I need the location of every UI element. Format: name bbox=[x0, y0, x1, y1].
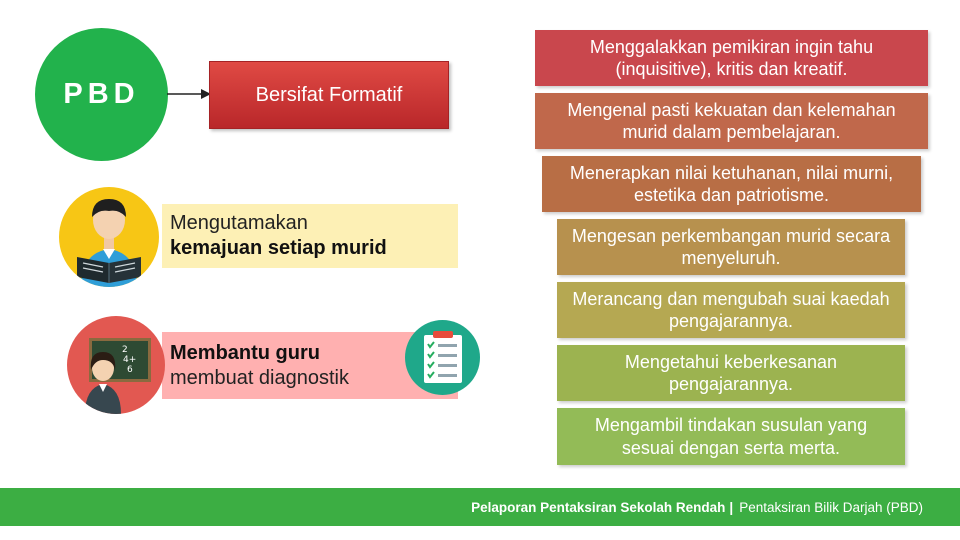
feature-1-line2: kemajuan setiap murid bbox=[170, 237, 387, 259]
stack-item-text: Merancang dan mengubah suai kaedah pengajarannya. bbox=[572, 288, 890, 331]
pbd-circle bbox=[35, 28, 168, 161]
stack-item bbox=[535, 93, 928, 149]
stack-item-text: Mengambil tindakan susulan yang sesuai dengan serta merta. bbox=[594, 415, 868, 458]
arrow-right-icon bbox=[167, 86, 211, 102]
teacher-blackboard-icon bbox=[67, 316, 165, 414]
feature-band-1 bbox=[162, 204, 458, 268]
footer-subtitle: Pentaksiran Bilik Darjah (PBD) bbox=[739, 499, 923, 515]
feature-1-line1: Mengutamakan bbox=[170, 212, 308, 234]
footer-separator: | bbox=[729, 499, 734, 515]
feature-2-line2: membuat diagnostik bbox=[170, 366, 349, 389]
blackboard-text-3: 6 bbox=[127, 365, 133, 375]
stack-item-text: Mengetahui keberkesanan pengajarannya. bbox=[624, 351, 838, 394]
blackboard-text-2: 4+ bbox=[123, 355, 137, 365]
stack-item bbox=[557, 219, 905, 275]
formatif-label: Bersifat Formatif bbox=[255, 83, 403, 106]
stack-item-text: Menggalakkan pemikiran ingin tahu (inquisitive), kritis dan kreatif. bbox=[589, 36, 874, 79]
pbd-label: PBD bbox=[63, 78, 140, 110]
feature-2-line1: Membantu guru bbox=[170, 341, 320, 364]
stack-item-text: Mengesan perkembangan murid secara menyeluruh. bbox=[571, 225, 891, 268]
footer-title: Pelaporan Pentaksiran Sekolah Rendah bbox=[471, 499, 726, 515]
checklist-icon bbox=[405, 320, 480, 395]
footer-bar bbox=[0, 488, 960, 526]
stack-item bbox=[535, 30, 928, 86]
formatif-box bbox=[209, 61, 449, 129]
stack-item bbox=[557, 282, 905, 338]
stack-item bbox=[557, 408, 905, 465]
stack-item bbox=[557, 345, 905, 401]
reading-student-icon bbox=[59, 187, 159, 287]
blackboard-text-1: 2 bbox=[122, 345, 128, 355]
stack-item-text: Menerapkan nilai ketuhanan, nilai murni, estetika dan patriotisme. bbox=[569, 162, 894, 205]
stack-item-text: Mengenal pasti kekuatan dan kelemahan murid dalam pembelajaran. bbox=[567, 99, 896, 142]
stack-item bbox=[542, 156, 921, 212]
